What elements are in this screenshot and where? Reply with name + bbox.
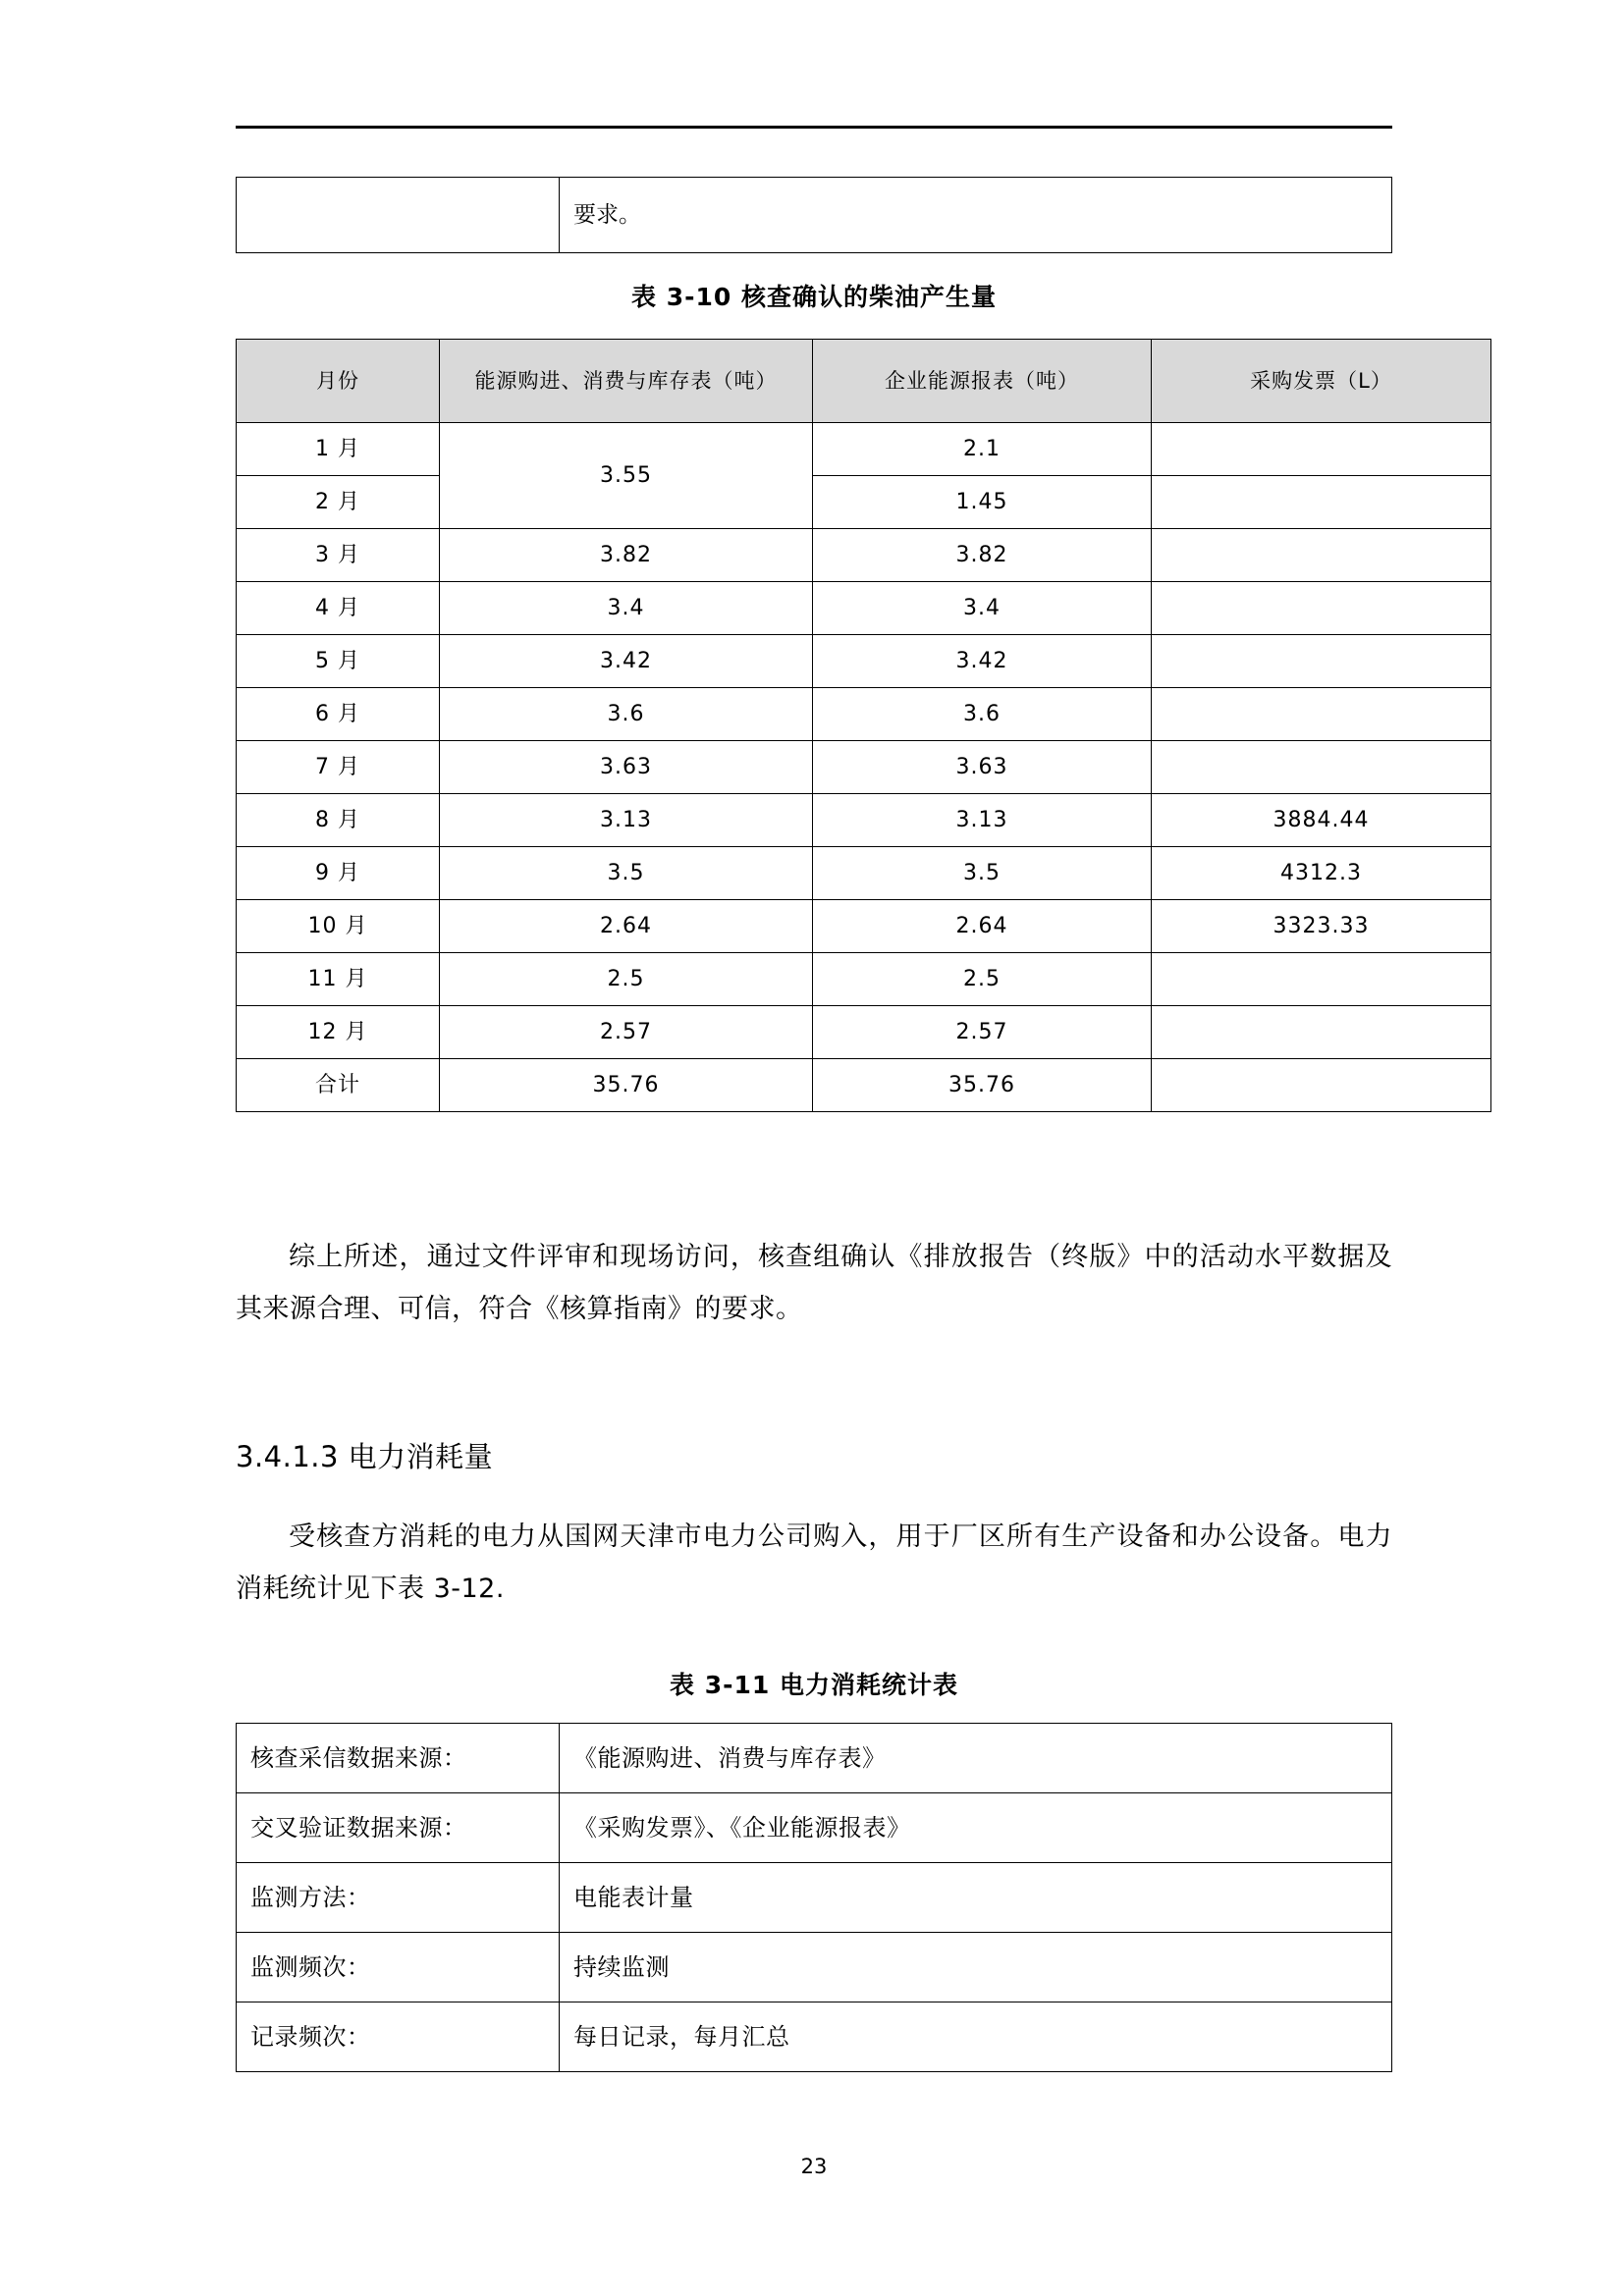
header-enterprise-report: 企业能源报表（吨） bbox=[813, 340, 1152, 423]
cell-purchase-invoice bbox=[1152, 1006, 1491, 1059]
label-record-frequency: 记录频次： bbox=[237, 2002, 560, 2072]
cell-month: 8 月 bbox=[237, 794, 440, 847]
cell-month: 11 月 bbox=[237, 953, 440, 1006]
cell-purchase-invoice-total bbox=[1152, 1059, 1491, 1112]
table-row bbox=[237, 900, 1491, 953]
cell-month: 1 月 bbox=[237, 423, 440, 476]
header-purchase-invoice: 采购发票（L） bbox=[1152, 340, 1491, 423]
cell-enterprise-report: 3.4 bbox=[813, 582, 1152, 635]
cell-month: 2 月 bbox=[237, 476, 440, 529]
table-row bbox=[237, 2002, 1392, 2072]
cell-purchase-invoice bbox=[1152, 476, 1491, 529]
value-monitoring-frequency: 持续监测 bbox=[560, 1933, 1392, 2002]
cell-month: 5 月 bbox=[237, 635, 440, 688]
table-3-10-caption: 表 3-10 核查确认的柴油产生量 bbox=[631, 283, 997, 311]
cell-purchase-invoice: 3323.33 bbox=[1152, 900, 1491, 953]
table-row bbox=[237, 178, 1392, 253]
table-row bbox=[237, 953, 1491, 1006]
cell-month: 10 月 bbox=[237, 900, 440, 953]
header-divider bbox=[236, 126, 1392, 129]
cell-enterprise-report: 3.63 bbox=[813, 741, 1152, 794]
cell-enterprise-report-total: 35.76 bbox=[813, 1059, 1152, 1112]
table-3-10 bbox=[236, 339, 1491, 1112]
cell-enterprise-report: 1.45 bbox=[813, 476, 1152, 529]
cell-purchase-invoice: 4312.3 bbox=[1152, 847, 1491, 900]
cell-enterprise-report: 2.5 bbox=[813, 953, 1152, 1006]
table-row bbox=[237, 741, 1491, 794]
cell-energy-inventory: 3.5 bbox=[440, 847, 813, 900]
cell-energy-inventory: 3.42 bbox=[440, 635, 813, 688]
table-header-row bbox=[237, 340, 1491, 423]
table-row bbox=[237, 529, 1491, 582]
cell-purchase-invoice bbox=[1152, 529, 1491, 582]
fragment-right-cell: 要求。 bbox=[560, 178, 1392, 253]
cell-energy-inventory: 2.64 bbox=[440, 900, 813, 953]
table-row bbox=[237, 1006, 1491, 1059]
cell-enterprise-report: 3.13 bbox=[813, 794, 1152, 847]
cell-energy-inventory-total: 35.76 bbox=[440, 1059, 813, 1112]
label-verification-data-source: 核查采信数据来源： bbox=[237, 1724, 560, 1793]
cell-purchase-invoice bbox=[1152, 582, 1491, 635]
cell-month: 6 月 bbox=[237, 688, 440, 741]
value-cross-check-data-source: 《采购发票》、《企业能源报表》 bbox=[560, 1793, 1392, 1863]
table-row bbox=[237, 794, 1491, 847]
cell-month: 9 月 bbox=[237, 847, 440, 900]
cell-month: 3 月 bbox=[237, 529, 440, 582]
cell-enterprise-report: 3.82 bbox=[813, 529, 1152, 582]
cell-purchase-invoice bbox=[1152, 741, 1491, 794]
cell-enterprise-report: 2.64 bbox=[813, 900, 1152, 953]
table-row-total bbox=[237, 1059, 1491, 1112]
value-monitoring-method: 电能表计量 bbox=[560, 1863, 1392, 1933]
cell-purchase-invoice bbox=[1152, 953, 1491, 1006]
cell-enterprise-report: 3.5 bbox=[813, 847, 1152, 900]
header-month: 月份 bbox=[237, 340, 440, 423]
table-row bbox=[237, 635, 1491, 688]
cell-purchase-invoice bbox=[1152, 423, 1491, 476]
cell-month-total: 合计 bbox=[237, 1059, 440, 1112]
summary-paragraph: 综上所述，通过文件评审和现场访问，核查组确认《排放报告（终版》中的活动水平数据及其来源合理、可信，符合《核算指南》的要求。 bbox=[236, 1242, 1392, 1324]
label-cross-check-data-source: 交叉验证数据来源： bbox=[237, 1793, 560, 1863]
cell-enterprise-report: 2.1 bbox=[813, 423, 1152, 476]
cell-energy-inventory: 3.4 bbox=[440, 582, 813, 635]
page-number: 23 bbox=[800, 2155, 828, 2178]
cell-purchase-invoice bbox=[1152, 635, 1491, 688]
cell-energy-inventory: 3.63 bbox=[440, 741, 813, 794]
label-monitoring-frequency: 监测频次： bbox=[237, 1933, 560, 2002]
cell-enterprise-report: 2.57 bbox=[813, 1006, 1152, 1059]
cell-energy-inventory: 3.6 bbox=[440, 688, 813, 741]
header-energy-inventory: 能源购进、消费与库存表（吨） bbox=[440, 340, 813, 423]
table-row bbox=[237, 688, 1491, 741]
electricity-intro-paragraph: 受核查方消耗的电力从国网天津市电力公司购入，用于厂区所有生产设备和办公设备。电力消耗统计见下表 3-12. bbox=[236, 1522, 1392, 1604]
table-row bbox=[237, 1724, 1392, 1793]
table-row bbox=[237, 1863, 1392, 1933]
label-monitoring-method: 监测方法： bbox=[237, 1863, 560, 1933]
cell-energy-inventory: 3.82 bbox=[440, 529, 813, 582]
cell-energy-inventory: 2.5 bbox=[440, 953, 813, 1006]
section-heading-3-4-1-3: 3.4.1.3 电力消耗量 bbox=[236, 1440, 494, 1473]
cell-month: 4 月 bbox=[237, 582, 440, 635]
cell-energy-inventory: 2.57 bbox=[440, 1006, 813, 1059]
table-row bbox=[237, 1793, 1392, 1863]
table-row bbox=[237, 476, 1491, 529]
cell-month: 12 月 bbox=[237, 1006, 440, 1059]
cell-purchase-invoice bbox=[1152, 688, 1491, 741]
value-verification-data-source: 《能源购进、消费与库存表》 bbox=[560, 1724, 1392, 1793]
table-3-11-caption: 表 3-11 电力消耗统计表 bbox=[670, 1671, 958, 1699]
cell-purchase-invoice: 3884.44 bbox=[1152, 794, 1491, 847]
cell-enterprise-report: 3.42 bbox=[813, 635, 1152, 688]
cell-energy-inventory: 3.13 bbox=[440, 794, 813, 847]
table-row bbox=[237, 847, 1491, 900]
table-row bbox=[237, 423, 1491, 476]
table-row bbox=[237, 1933, 1392, 2002]
cell-enterprise-report: 3.6 bbox=[813, 688, 1152, 741]
cell-merged-energy-inventory: 3.55 bbox=[440, 423, 813, 529]
value-record-frequency: 每日记录，每月汇总 bbox=[560, 2002, 1392, 2072]
cell-month: 7 月 bbox=[237, 741, 440, 794]
table-3-11 bbox=[236, 1723, 1392, 2072]
continued-table-fragment bbox=[236, 177, 1392, 253]
table-row bbox=[237, 582, 1491, 635]
fragment-left-cell bbox=[237, 178, 560, 253]
